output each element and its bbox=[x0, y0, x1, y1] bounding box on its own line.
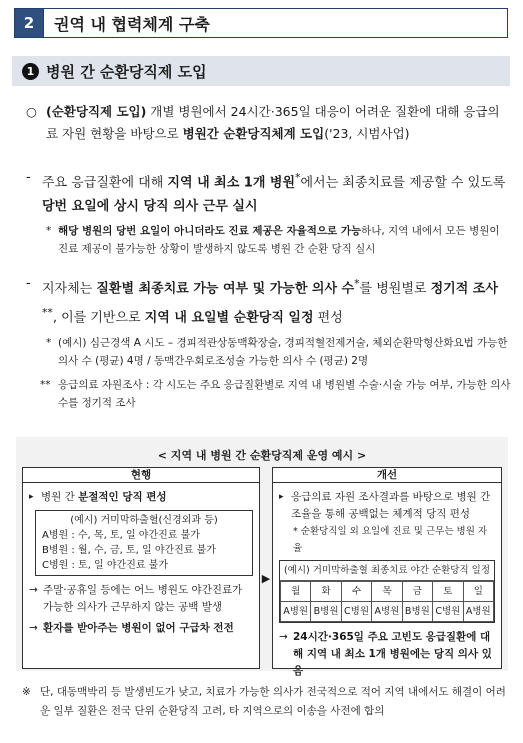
paragraph-survey bbox=[26, 272, 512, 331]
p1-text2: ('23, 시범사업) bbox=[324, 126, 410, 141]
arrow-right-icon: → bbox=[29, 622, 38, 634]
schedule-day: 화 bbox=[311, 582, 341, 602]
closing-note-text: 단, 대동맥박리 등 발생빈도가 낮고, 치료가 가능한 의사가 전국적으로 적어 지역 내에서도 해결이 어려운 일부 질환은 전국 단위 순환당직 고려, 타 지역으로의 이송을 사전에 합의 bbox=[40, 686, 506, 717]
schedule-hospital: A병원 bbox=[463, 602, 493, 622]
schedule-hospital: B병원 bbox=[311, 602, 341, 622]
current-result-text: 주말·공휴일 등에는 어느 병원도 야간진료가 가능한 의사가 근무하지 않는 공백 발생 bbox=[43, 584, 243, 613]
improved-item-note: * 순환당직일 외 요일에 진료 및 근무는 병원 자율 bbox=[293, 526, 488, 554]
reference-mark: ※ bbox=[22, 686, 31, 698]
current-example-caption: (예시) 거미막하출혈(신경외과 등) bbox=[70, 515, 218, 526]
p2-text1: 주요 응급질환에 대해 bbox=[42, 175, 168, 191]
p2-bold2: 당번 요일에 상시 당직 의사 근무 실시 bbox=[42, 199, 258, 215]
current-body bbox=[22, 483, 260, 669]
p6-text: 응급의료 자원조사 : 각 시도는 주요 응급질환별로 지역 내 병원별 수술·시술 가능 여부, 가능한 의사 수를 정기적 조사 bbox=[58, 379, 511, 409]
p1-text1: 개별 병원에서 24시간·365일 대응이 어려운 질환에 대해 응급의료 자원 현황을 바탕으로 bbox=[46, 104, 500, 141]
p2-bold1: 지역 내 최소 1개 병원 bbox=[167, 175, 296, 191]
p4-sup1: * bbox=[354, 277, 360, 290]
rotation-schedule-table bbox=[280, 581, 494, 622]
current-item-bold: 분절적인 당직 편성 bbox=[78, 491, 167, 503]
current-example-box bbox=[35, 510, 253, 576]
improved-item-text2: 체계적 당직 편성 bbox=[392, 508, 470, 520]
schedule-hospital: A병원 bbox=[281, 602, 311, 622]
schedule-hospital: B병원 bbox=[402, 602, 432, 622]
schedule-day: 토 bbox=[433, 582, 464, 602]
subsection-bullet: 1 bbox=[22, 63, 39, 80]
play-arrow-icon: ▶ bbox=[261, 572, 271, 585]
triangle-bullet-icon: ▸ bbox=[29, 492, 34, 502]
improved-result-text2: 지역 내 최소 1개 병원에는 당직 의사 있음 bbox=[293, 648, 492, 677]
current-item-text: 병원 간 bbox=[41, 491, 79, 503]
schedule-hospital: A병원 bbox=[372, 602, 402, 622]
p1-bold1: (순환당직제 도입) bbox=[46, 104, 147, 119]
arrow-right-icon: → bbox=[29, 584, 38, 596]
schedule-hospital: C병원 bbox=[433, 602, 464, 622]
schedule-days-row bbox=[281, 582, 494, 602]
example-box bbox=[16, 437, 508, 677]
schedule-day: 월 bbox=[281, 582, 311, 602]
section-header bbox=[14, 8, 508, 38]
paragraph-min-hospital bbox=[26, 166, 512, 219]
dash-marker: - bbox=[26, 276, 31, 291]
asterisk-marker: * bbox=[46, 225, 52, 237]
p4-text3: , 이를 기반으로 bbox=[52, 310, 145, 326]
section-title: 권역 내 협력체계 구축 bbox=[44, 9, 507, 37]
closing-note bbox=[22, 683, 512, 721]
current-column bbox=[22, 467, 260, 669]
current-result-bold: 환자를 받아주는 병원이 없어 구급차 전전 bbox=[43, 622, 234, 634]
p1-bold2: 병원간 순환당직체계 도입 bbox=[182, 126, 325, 141]
current-example-line: B병원 : 월, 수, 금, 토, 일 야간진료 불가 bbox=[42, 545, 216, 556]
p3-text: 하나, 지역 내에서 모든 병원이 진료 제공이 불가능한 상황이 발생하지 않도록 병원 간 순환 당직 실시 bbox=[58, 225, 500, 255]
schedule-day: 금 bbox=[402, 582, 432, 602]
triangle-bullet-icon: ▸ bbox=[279, 492, 284, 502]
p4-text1: 지자체는 bbox=[42, 281, 97, 297]
footnote-resource-survey bbox=[40, 376, 512, 412]
improved-body bbox=[272, 483, 502, 677]
footnote-autonomy bbox=[46, 222, 512, 258]
schedule-day: 수 bbox=[341, 582, 372, 602]
footnote-example bbox=[46, 334, 512, 370]
subsection-header bbox=[12, 56, 510, 86]
circle-marker: ○ bbox=[26, 104, 37, 119]
current-example-line: C병원 : 토, 일 야간진료 불가 bbox=[42, 560, 169, 571]
p4-text2: 를 병원별로 bbox=[359, 281, 431, 297]
p2-sup: * bbox=[295, 171, 301, 184]
schedule-day: 일 bbox=[463, 582, 493, 602]
current-example-line: A병원 : 수, 목, 토, 일 야간진료 불가 bbox=[42, 530, 200, 541]
schedule-day: 목 bbox=[372, 582, 402, 602]
paragraph-rotation-duty bbox=[26, 101, 508, 145]
improved-result-text: 24시간·365일 주요 고빈도 응급질환에 대해 bbox=[293, 631, 491, 660]
p4-bold1: 질환별 최종치료 가능 여부 및 가능한 의사 수 bbox=[96, 281, 355, 297]
subsection-title: 병원 간 순환당직제 도입 bbox=[46, 62, 207, 81]
p2-text2: 에서는 최종치료를 제공할 수 있도록 bbox=[300, 175, 506, 191]
current-header: 현행 bbox=[22, 467, 260, 483]
p4-sup2: ** bbox=[42, 306, 53, 320]
asterisk-marker: * bbox=[46, 337, 52, 349]
double-asterisk-marker: ** bbox=[40, 379, 51, 391]
p4-bold2: 정기적 조사 bbox=[430, 281, 498, 297]
schedule-hospital: C병원 bbox=[341, 602, 372, 622]
p5-text: (예시) 심근경색 A 시도 – 경피적관상동맥확장술, 경피적혈전제거술, 체외순환막형산화요법 가능한 의사 수 (평균) 4명 / 동맥간우회로조성술 가능한 의사 수 (평균) 2명 bbox=[58, 337, 508, 367]
p3-bold: 해당 병원의 당번 요일이 아니더라도 진료 제공은 자율적으로 가능 bbox=[58, 225, 362, 237]
p4-bold3: 지역 내 요일별 순환당직 일정 bbox=[144, 310, 314, 326]
dash-marker: - bbox=[26, 170, 31, 185]
section-number: 2 bbox=[15, 9, 44, 37]
improved-item-text: 응급의료 자원 조사결과를 바탕으로 병원 간 조율을 통해 공백없는 bbox=[291, 491, 491, 520]
rotation-schedule bbox=[279, 560, 495, 623]
rotation-schedule-caption: (예시) 거미막하출혈 최종치료 야간 순환당직 일정 bbox=[280, 561, 494, 581]
schedule-hospitals-row bbox=[281, 602, 494, 622]
improved-header: 개선 bbox=[272, 467, 502, 483]
improved-column bbox=[272, 467, 502, 677]
example-box-title: < 지역 내 병원 간 순환당직제 운영 예시 > bbox=[157, 449, 367, 462]
arrow-right-icon: → bbox=[279, 631, 288, 643]
p4-text4: 편성 bbox=[313, 310, 343, 326]
